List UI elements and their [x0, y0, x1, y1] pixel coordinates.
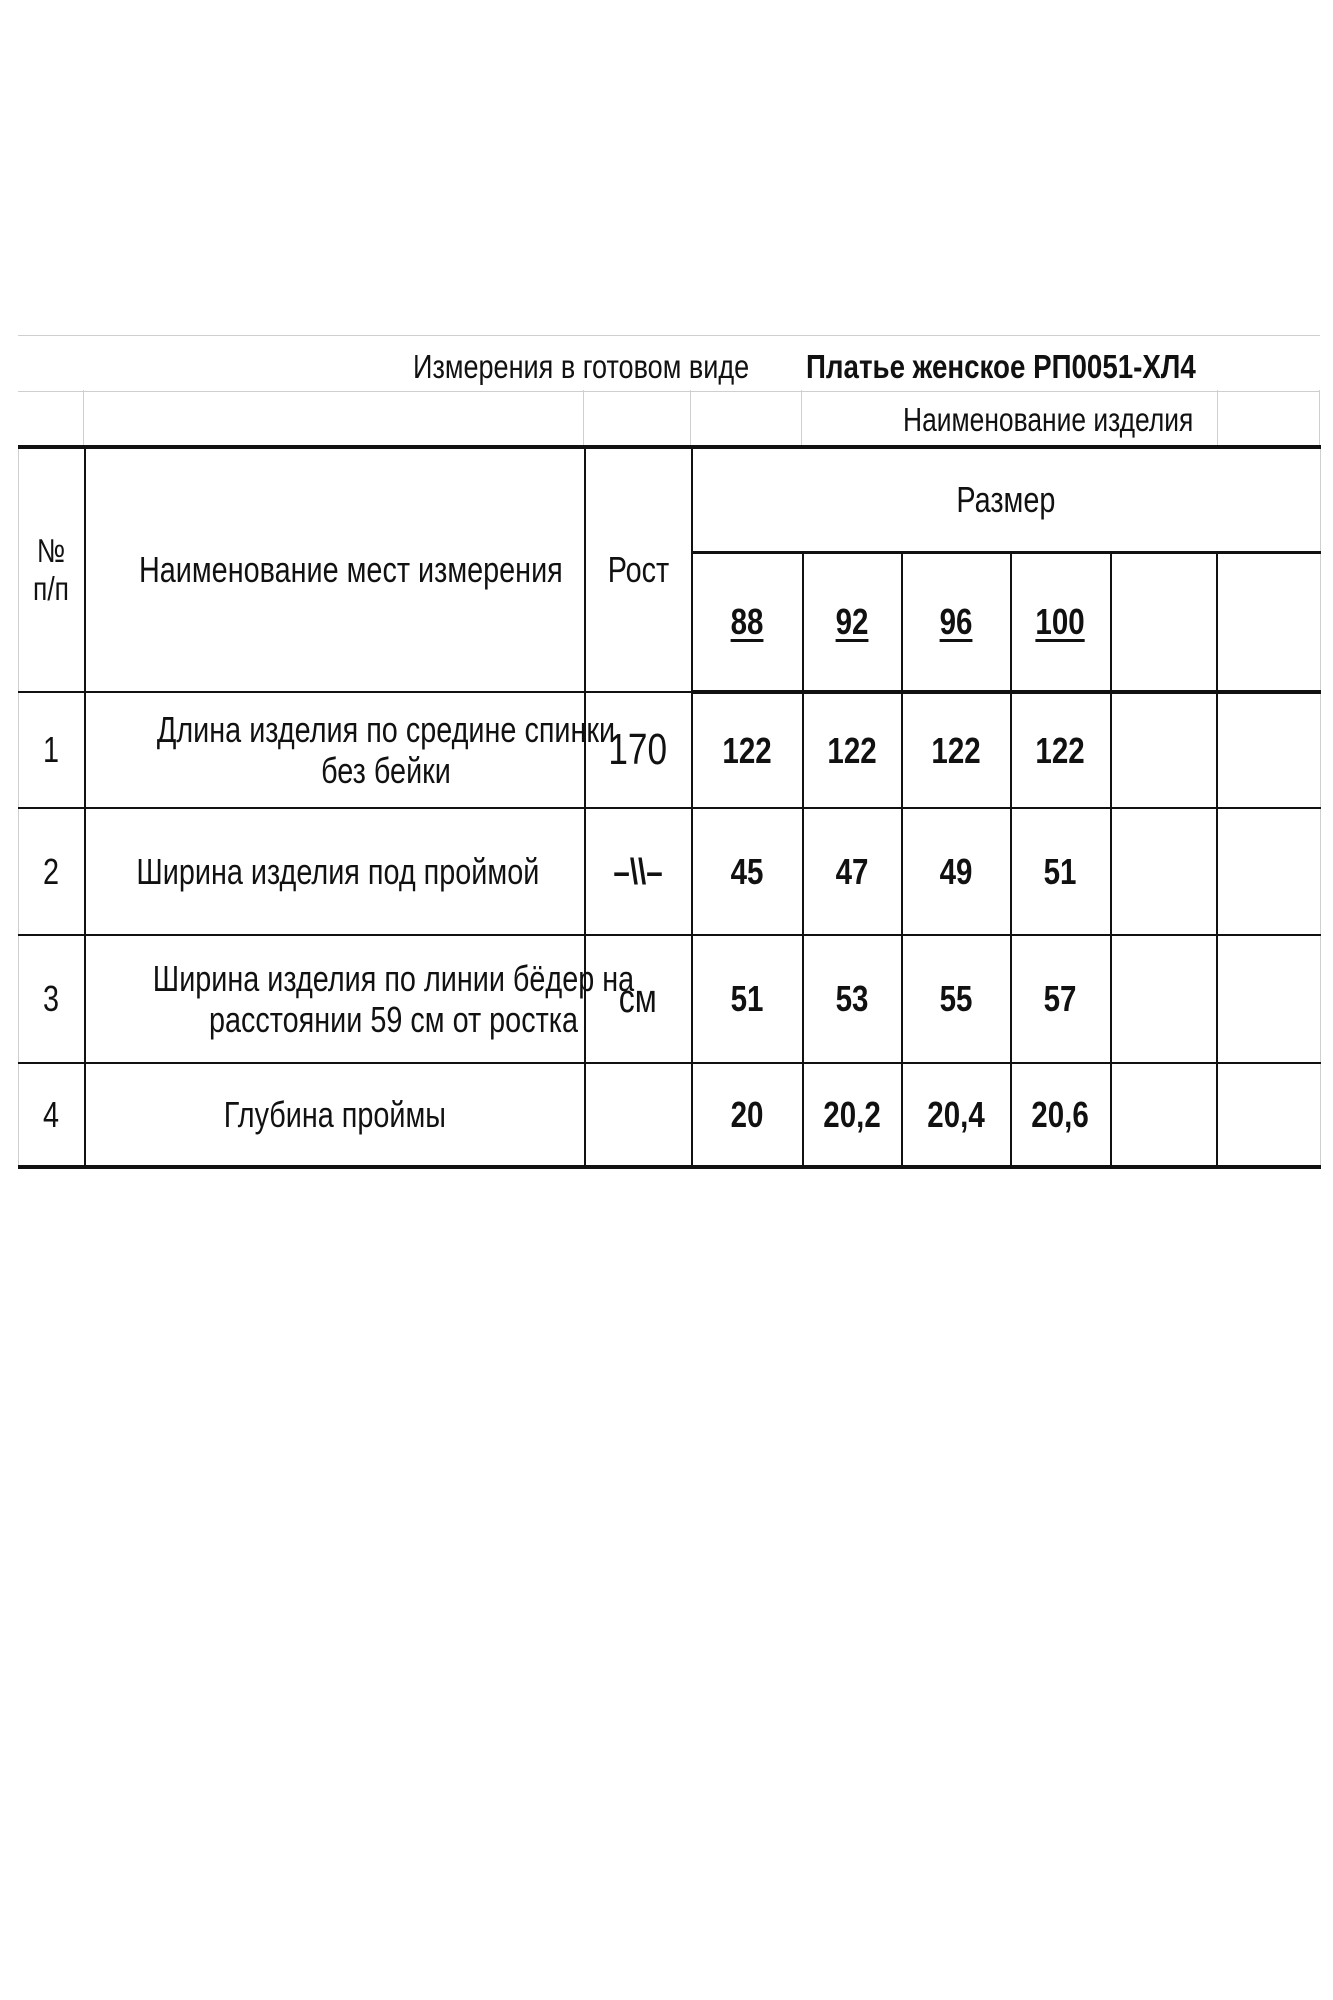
- row-value: 122: [803, 692, 902, 808]
- row-value: 57: [1011, 935, 1111, 1063]
- header-place: Наименование мест измерения: [85, 447, 585, 692]
- product-label: Наименование изделия: [903, 401, 1194, 438]
- header-num: № п/п: [19, 447, 85, 692]
- row-empty: [1217, 808, 1321, 935]
- row-value: 55: [902, 935, 1011, 1063]
- row-height: –\\–: [585, 808, 692, 935]
- caption-label: Измерения в готовом виде: [413, 348, 750, 385]
- table-row: [19, 808, 1321, 935]
- row-value: 122: [902, 692, 1011, 808]
- row-empty: [1217, 1063, 1321, 1167]
- row-num: 3: [19, 935, 85, 1063]
- row-num: 4: [19, 1063, 85, 1167]
- row-value: 51: [1011, 808, 1111, 935]
- row-empty: [1217, 692, 1321, 808]
- size-empty: [1111, 552, 1217, 692]
- row-name: Глубина проймы: [85, 1063, 585, 1167]
- row-empty: [1217, 935, 1321, 1063]
- size-92: 92: [803, 552, 902, 692]
- size-100: 100: [1011, 552, 1111, 692]
- row-height: 170: [585, 692, 692, 808]
- row-value: 122: [1011, 692, 1111, 808]
- caption-row: [18, 335, 1320, 392]
- row-num: 2: [19, 808, 85, 935]
- row-name: Ширина изделия по линии бёдер на расстоянии 59 см от ростка: [85, 935, 585, 1063]
- size-96: 96: [902, 552, 1011, 692]
- product-label-row: [18, 390, 1320, 445]
- row-num: 1: [19, 692, 85, 808]
- row-value: 122: [692, 692, 803, 808]
- row-empty: [1111, 935, 1217, 1063]
- row-height: см: [585, 935, 692, 1063]
- header-height: Рост: [585, 447, 692, 692]
- table-row: [19, 692, 1321, 808]
- row-empty: [1111, 692, 1217, 808]
- size-empty: [1217, 552, 1321, 692]
- row-empty: [1111, 808, 1217, 935]
- row-value: 47: [803, 808, 902, 935]
- product-name: Платье женское РП0051-ХЛ4: [806, 348, 1196, 385]
- header-row: [19, 447, 1321, 552]
- row-value: 20,2: [803, 1063, 902, 1167]
- row-empty: [1111, 1063, 1217, 1167]
- table-row: [19, 935, 1321, 1063]
- table-row: [19, 1063, 1321, 1167]
- measurements-table: [18, 445, 1321, 1169]
- row-value: 20,6: [1011, 1063, 1111, 1167]
- row-value: 20: [692, 1063, 803, 1167]
- row-value: 51: [692, 935, 803, 1063]
- row-name: Длина изделия по средине спинки без бейки: [85, 692, 585, 808]
- size-88: 88: [692, 552, 803, 692]
- row-value: 53: [803, 935, 902, 1063]
- row-value: 20,4: [902, 1063, 1011, 1167]
- row-name: Ширина изделия под проймой: [85, 808, 585, 935]
- row-height: [585, 1063, 692, 1167]
- header-size: Размер: [692, 447, 1321, 552]
- row-value: 49: [902, 808, 1011, 935]
- row-value: 45: [692, 808, 803, 935]
